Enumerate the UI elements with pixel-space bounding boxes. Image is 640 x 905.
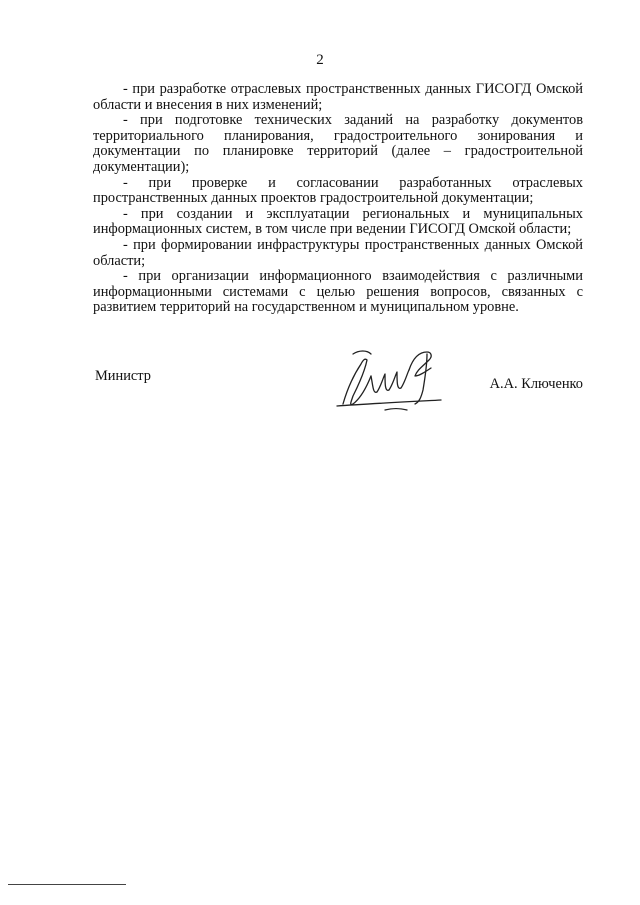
footer-divider <box>8 884 126 885</box>
signature-block <box>93 368 583 408</box>
handwritten-signature <box>323 346 453 418</box>
document-body <box>93 82 583 316</box>
list-item: - при формировании инфраструктуры пространственных данных Омской области; <box>93 236 583 269</box>
list-item: - при разработке отраслевых пространственных данных ГИСОГД Омской области и внесения в них изменений; <box>93 81 583 113</box>
list-item: - при создании и эксплуатации региональных и муниципальных информационных систем, в том числе при ведении ГИСОГД Омской области; <box>93 205 583 238</box>
signer-title: Министр <box>95 368 151 384</box>
list-item: - при организации информационного взаимодействия с различными информационными системами с целью решения вопросов, связанных с развитием территорий на государственном и муниципальном уровне. <box>93 268 583 316</box>
page-number: 2 <box>316 52 324 68</box>
list-item: - при проверке и согласовании разработанных отраслевых пространственных данных проектов градостроительной документации; <box>93 174 583 207</box>
list-item: - при подготовке технических заданий на разработку документов территориального планирования, градостроительного зонирования и документации по планировке территорий (далее – градостроительной документации); <box>93 112 583 175</box>
signer-name: А.А. Ключенко <box>489 376 583 392</box>
